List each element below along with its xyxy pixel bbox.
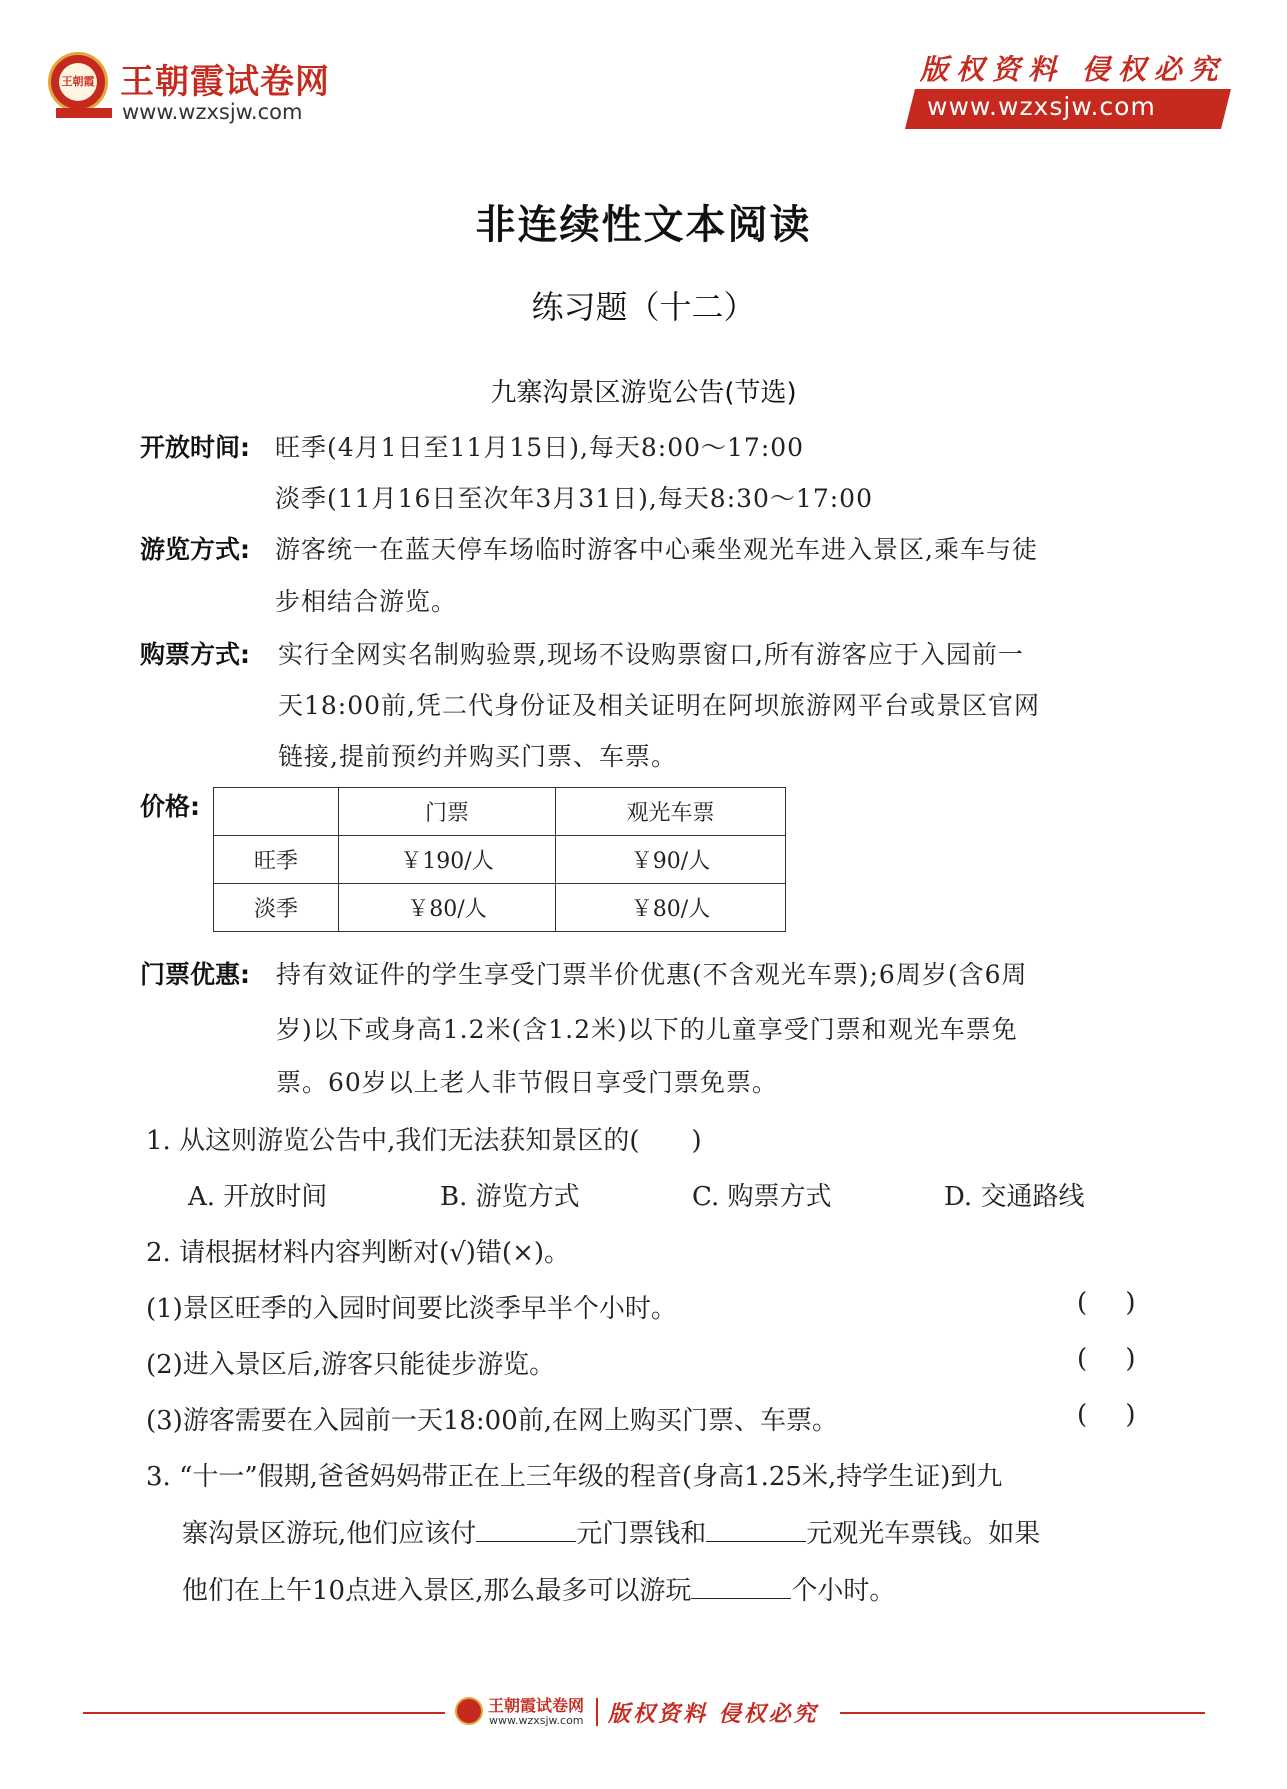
table-cell: ￥90/人 [556,836,786,884]
answer-blank[interactable] [706,1517,806,1542]
price-table [213,787,786,932]
ticket-method-line: 链接,提前预约并购买门票、车票。 [278,742,677,771]
open-time-line: 旺季(4月1日至11月15日),每天8:00～17:00 [275,433,805,462]
price-label: 价格: [140,792,200,821]
discount-line: 票。60岁以上老人非节假日享受门票免票。 [276,1068,778,1097]
footer-rule [83,1712,445,1714]
table-header-row [214,788,786,836]
footer-rule [840,1712,1205,1714]
page-title: 非连续性文本阅读 [475,202,812,248]
question-3-line [182,1513,1040,1550]
footer-url: www.wzxsjw.com [489,1714,584,1727]
table-cell: 旺季 [214,836,339,884]
question-2: 2. 请根据材料内容判断对(√)错(×)。 [146,1238,570,1268]
answer-blank[interactable] [476,1517,576,1542]
table-row [214,884,786,932]
table-header-cell [214,788,339,836]
q3-text: 个小时。 [791,1576,896,1606]
footer-logo-badge [455,1697,483,1725]
table-header-cell: 门票 [339,788,556,836]
page-subtitle: 练习题（十二） [531,288,756,326]
table-cell: ￥80/人 [556,884,786,932]
tour-mode-label: 游览方式: [140,535,250,564]
tour-mode-line: 步相结合游览。 [275,587,458,616]
q2-item: (2)进入景区后,游客只能徒步游览。 [146,1350,556,1380]
footer-divider [596,1698,598,1726]
table-header-cell: 观光车票 [556,788,786,836]
banner-url: www.wzxsjw.com [927,92,1156,121]
q3-text: 元观光车票钱。如果 [806,1519,1041,1549]
notice-title: 九寨沟景区游览公告(节选) [490,378,797,408]
table-cell: 淡季 [214,884,339,932]
table-row [214,836,786,884]
table-cell: ￥80/人 [339,884,556,932]
tour-mode-line: 游客统一在蓝天停车场临时游客中心乘坐观光车进入景区,乘车与徒 [275,535,1038,564]
discount-label: 门票优惠: [140,960,250,989]
discount-line: 持有效证件的学生享受门票半价优惠(不含观光车票);6周岁(含6周 [276,960,1028,989]
brand-logo-badge [48,52,108,112]
q3-text: 元门票钱和 [576,1519,707,1549]
table-cell: ￥190/人 [339,836,556,884]
answer-paren: ( ) [1077,1400,1136,1430]
footer-copyright: 版权资料 侵权必究 [608,1701,819,1727]
question-3-line [182,1570,895,1607]
q3-text: 他们在上午10点进入景区,那么最多可以游玩 [182,1576,692,1606]
brand-logo-ribbon [56,108,112,118]
ticket-method-label: 购票方式: [140,640,250,669]
open-time-line: 淡季(11月16日至次年3月31日),每天8:30～17:00 [275,484,873,513]
q1-option-c: C. 购票方式 [692,1182,832,1212]
answer-paren: ( ) [1077,1344,1136,1374]
q1-option-d: D. 交通路线 [944,1182,1085,1212]
q1-option-b: B. 游览方式 [440,1182,580,1212]
open-time-label: 开放时间: [140,433,250,462]
question-3-line: 3. “十一”假期,爸爸妈妈带正在上三年级的程音(身高1.25米,持学生证)到九 [146,1462,1003,1492]
brand-logo-text: 王朝霞 [59,63,97,101]
ticket-method-line: 天18:00前,凭二代身份证及相关证明在阿坝旅游网平台或景区官网 [278,691,1040,720]
ticket-method-line: 实行全网实名制购验票,现场不设购票窗口,所有游客应于入园前一 [278,640,1024,669]
footer-brand: 王朝霞试卷网 [488,1696,585,1715]
answer-blank[interactable] [691,1574,791,1599]
brand-url: www.wzxsjw.com [122,100,303,124]
q3-text: 寨沟景区游玩,他们应该付 [182,1519,477,1549]
brand-name: 王朝霞试卷网 [120,62,330,102]
question-1: 1. 从这则游览公告中,我们无法获知景区的( ) [146,1126,702,1156]
q2-item: (1)景区旺季的入园时间要比淡季早半个小时。 [146,1294,677,1324]
discount-line: 岁)以下或身高1.2米(含1.2米)以下的儿童享受门票和观光车票免 [276,1015,1018,1044]
q1-option-a: A. 开放时间 [188,1182,328,1212]
q2-item: (3)游客需要在入园前一天18:00前,在网上购买门票、车票。 [146,1406,839,1436]
header-copyright: 版权资料 侵权必究 [920,53,1226,86]
answer-paren: ( ) [1077,1288,1136,1318]
